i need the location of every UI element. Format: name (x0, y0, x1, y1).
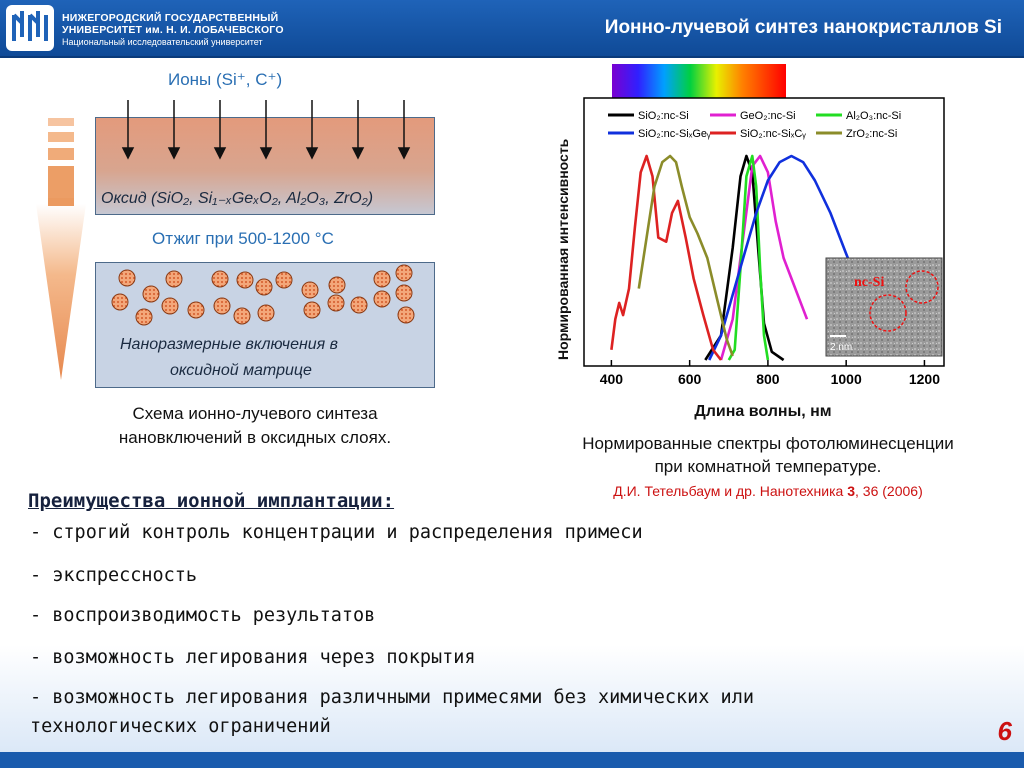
university-subtitle: Национальный исследовательский университет (62, 37, 263, 47)
university-name-line2: УНИВЕРСИТЕТ им. Н. И. ЛОБАЧЕВСКОГО (62, 24, 284, 36)
inset-label: nc-Si (854, 275, 885, 290)
advantage-item: - возможность легирования различными примесями без химических или (30, 687, 754, 708)
chart-caption-line1: Нормированные спектры фотолюминесценции (582, 434, 954, 453)
x-tick-label: 600 (677, 371, 702, 387)
advantage-item: - строгий контроль концентрации и распределения примеси (30, 522, 643, 543)
legend-label: SiO₂:nc-SiₓCᵧ (740, 128, 806, 140)
legend-label: Al₂O₃:nc-Si (846, 110, 902, 122)
schema-caption-line1: Схема ионно-лучевого синтеза (132, 404, 378, 423)
legend-label: SiO₂:nc-Si (638, 110, 689, 122)
anneal-label: Отжиг при 500-1200 °С (152, 229, 334, 248)
legend-label: SiO₂:nc-SiₓGeᵧ (638, 128, 711, 140)
pl-spectra-chart (548, 60, 948, 430)
x-tick-label: 1000 (830, 371, 862, 387)
citation (508, 483, 1024, 499)
citation-authors: Д.И. Тетельбаум и др. Нанотехника (613, 483, 848, 499)
matrix-label-line2: оксидной матрице (170, 362, 312, 379)
schema-caption-line2: нановключений в оксидных слоях. (118, 428, 392, 447)
x-tick-label: 400 (599, 371, 624, 387)
inset-scale: 2 nm (830, 342, 853, 353)
citation-pages: , 36 (2006) (855, 483, 923, 499)
y-axis-label: Нормированная интенсивность (555, 138, 571, 360)
x-axis-label: Длина волны, нм (694, 403, 832, 420)
advantage-item: технологических ограничений (30, 716, 331, 737)
university-name-line1: НИЖЕГОРОДСКИЙ ГОСУДАРСТВЕННЫЙ (62, 12, 279, 24)
advantage-item: - экспрессность (30, 565, 198, 586)
tem-inset (826, 258, 942, 356)
visible-spectrum-bar (612, 64, 786, 98)
citation-volume: 3 (847, 483, 856, 499)
legend-label: ZrO₂:nc-Si (846, 128, 898, 140)
x-tick-label: 1200 (908, 371, 941, 387)
ions-label: Ионы (Si⁺, C⁺) (168, 70, 283, 89)
advantage-item: - возможность легирования через покрытия (30, 647, 476, 668)
x-tick-label: 800 (756, 371, 780, 387)
legend-label: GeO₂:nc-Si (740, 110, 796, 122)
schema-caption (40, 402, 470, 450)
page-number: 6 (997, 716, 1012, 746)
advantages-title: Преимущества ионной имплантации: (28, 490, 395, 512)
footer-bar (0, 752, 1024, 768)
chart-caption (508, 432, 1024, 478)
matrix-label-line1: Наноразмерные включения в (120, 336, 339, 353)
advantage-item: - воспроизводимость результатов (30, 605, 376, 626)
slide-title: Ионно-лучевой синтез нанокристаллов Si (604, 17, 1002, 38)
oxide-label: Оксид (SiO₂, Si₁₋ₓGeₓO₂, Al₂O₃, ZrO₂) (101, 190, 374, 207)
chart-caption-line2: при комнатной температуре. (654, 457, 882, 476)
